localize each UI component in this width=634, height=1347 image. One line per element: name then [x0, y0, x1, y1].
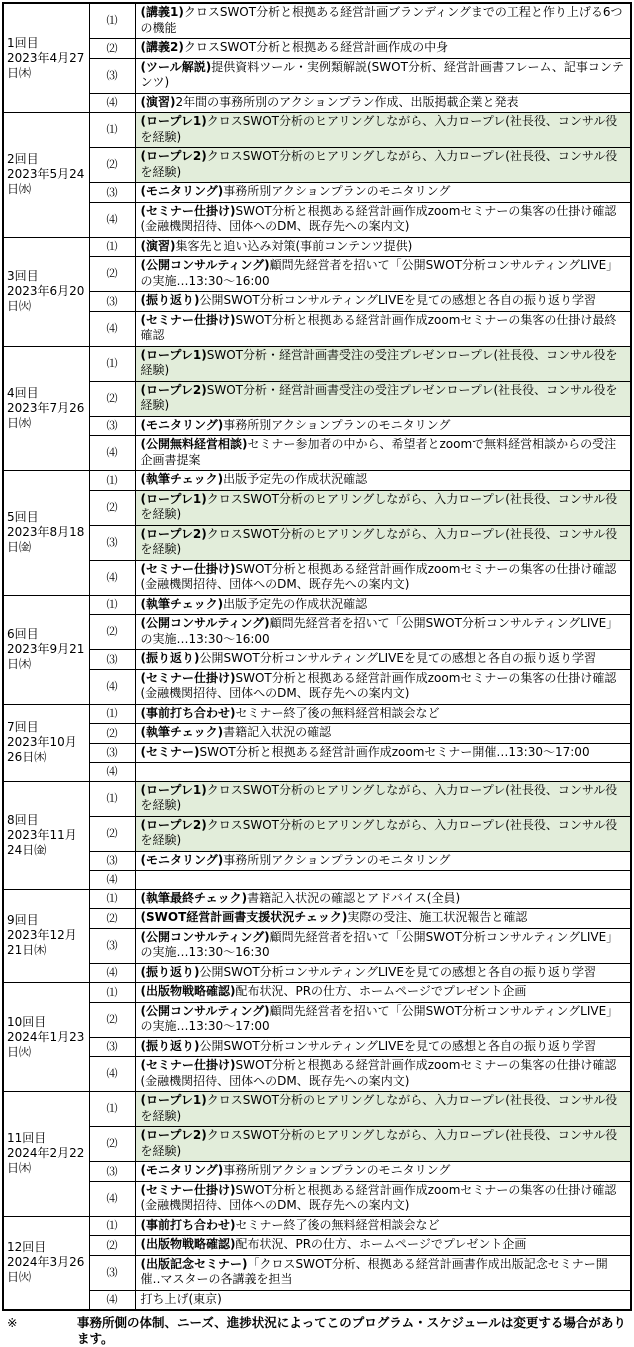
item-prefix: (セミナー仕掛け) — [140, 1058, 236, 1072]
item-number: ⑴ — [89, 1092, 135, 1127]
item-row — [3, 1002, 631, 1037]
item-description — [135, 1236, 631, 1256]
item-number: ⑵ — [89, 724, 135, 744]
item-description — [135, 1127, 631, 1162]
item-text: 書籍記入状況の確認 — [223, 725, 332, 739]
item-text: 公開SWOT分析コンサルティングLIVEを見ての感想と各自の振り返り学習 — [199, 651, 596, 665]
item-text: 配布状況、PRの仕方、ホームページでプレゼント企画 — [235, 984, 527, 998]
session-date: 2024年2月22日㈭ — [7, 1146, 85, 1176]
item-prefix: (SWOT経営計画書支援状況チェック) — [140, 910, 348, 924]
item-text: クロスSWOT分析のヒアリングしながら、入力ロープレ(社長役、コンサル役を経験) — [140, 817, 618, 847]
item-prefix: (振り返り) — [140, 293, 200, 307]
item-description — [135, 346, 631, 381]
item-number: ⑶ — [89, 1255, 135, 1290]
item-number: ⑴ — [89, 346, 135, 381]
item-row — [3, 851, 631, 871]
item-description — [135, 1092, 631, 1127]
session-date-cell — [3, 471, 89, 596]
item-row — [3, 704, 631, 724]
session-date-cell — [3, 1216, 89, 1310]
item-number: ⑶ — [89, 525, 135, 560]
item-row — [3, 3, 631, 39]
item-number: ⑵ — [89, 909, 135, 929]
item-description — [135, 669, 631, 704]
session-label: 4回目 — [7, 385, 39, 400]
item-prefix: (モニタリング) — [140, 184, 224, 198]
item-prefix: (セミナー仕掛け) — [140, 670, 236, 685]
item-description — [135, 851, 631, 871]
item-row — [3, 871, 631, 890]
item-number: ⑶ — [89, 58, 135, 93]
session-label: 3回目 — [7, 269, 39, 283]
item-prefix: (執筆チェック) — [140, 472, 224, 486]
item-row — [3, 615, 631, 650]
item-text: 集客先と追い込み対策(事前コンテンツ提供) — [175, 238, 413, 253]
item-description — [135, 816, 631, 851]
item-row — [3, 909, 631, 929]
item-description — [135, 311, 631, 346]
item-row — [3, 595, 631, 615]
item-row — [3, 1037, 631, 1057]
item-prefix: (セミナー仕掛け) — [140, 312, 236, 327]
schedule-table — [2, 2, 632, 1311]
item-prefix: (出版物戦略確認) — [140, 984, 236, 998]
item-prefix: (ロープレ2) — [140, 817, 207, 832]
item-text: クロスSWOT分析と根拠ある経営計画作成の中身 — [183, 40, 449, 54]
session-date: 2023年5月24日㈬ — [7, 167, 85, 197]
item-row — [3, 1162, 631, 1182]
item-row — [3, 39, 631, 59]
item-text: クロスSWOT分析のヒアリングしながら、入力ロープレ(社長役、コンサル役を経験) — [140, 526, 618, 556]
session-label: 9回目 — [7, 913, 39, 928]
session-date-cell — [3, 346, 89, 471]
item-prefix: (公開コンサルティング) — [140, 1003, 270, 1018]
item-description — [135, 416, 631, 436]
item-number: ⑵ — [89, 1236, 135, 1256]
item-text: 顧問先経営者を招いて「公開SWOT分析コンサルティングLIVE」の実施…13:30～16:00 — [140, 616, 619, 646]
item-prefix: (ロープレ2) — [140, 526, 207, 541]
session-date-cell — [3, 3, 89, 113]
item-description — [135, 704, 631, 724]
item-prefix: (ロープレ1) — [140, 114, 207, 128]
item-text: 公開SWOT分析コンサルティングLIVEを見ての感想と各自の振り返り学習 — [199, 293, 596, 307]
item-text: 事務所別アクションプランのモニタリング — [223, 417, 451, 432]
item-row — [3, 928, 631, 963]
item-number: ⑵ — [89, 257, 135, 292]
item-text: 顧問先経営者を招いて「公開SWOT分析コンサルティングLIVE」の実施…13:30～16:00 — [140, 258, 619, 288]
item-text: SWOT分析と根拠ある経営計画作成zoomセミナーの集客の仕掛け確認(金融機関招待、団体へのDM、既存先への案内文) — [140, 670, 617, 700]
session-label: 7回目 — [7, 720, 39, 734]
item-row — [3, 257, 631, 292]
item-row — [3, 781, 631, 816]
item-description — [135, 39, 631, 59]
item-number: ⑷ — [89, 311, 135, 346]
item-text: クロスSWOT分析のヒアリングしながら、入力ロープレ(社長役、コンサル役を経験) — [140, 1128, 618, 1158]
item-prefix: (事前打ち合わせ) — [140, 1217, 236, 1232]
item-description — [135, 1216, 631, 1236]
item-description — [135, 436, 631, 471]
item-description — [135, 560, 631, 595]
item-row — [3, 669, 631, 704]
item-text: 顧問先経営者を招いて「公開SWOT分析コンサルティングLIVE」の実施…13:30～16:30 — [140, 929, 619, 959]
item-text: SWOT分析・経営計画書受注の受注プレゼンロープレ(社長役、コンサル役を経験) — [140, 382, 618, 412]
item-row — [3, 983, 631, 1003]
item-description — [135, 1002, 631, 1037]
item-row — [3, 202, 631, 237]
item-text: 実際の受注、施工状況報告と確認 — [347, 910, 528, 924]
session-label: 10回目 — [7, 1014, 47, 1029]
item-description — [135, 292, 631, 312]
item-prefix: (ロープレ1) — [140, 347, 207, 362]
item-number: ⑶ — [89, 1162, 135, 1182]
item-number: ⑵ — [89, 615, 135, 650]
item-number: ⑷ — [89, 763, 135, 782]
item-prefix: (ロープレ1) — [140, 782, 207, 797]
item-description — [135, 909, 631, 929]
item-description — [135, 58, 631, 93]
item-prefix: (振り返り) — [140, 651, 200, 665]
item-text: クロスSWOT分析と根拠ある経営計画ブランディングまでの工程と作り上げる6つの機能 — [140, 5, 623, 35]
item-description — [135, 781, 631, 816]
session-date-cell — [3, 781, 89, 889]
session-label: 5回目 — [7, 510, 39, 525]
item-number: ⑴ — [89, 889, 135, 909]
item-row — [3, 1290, 631, 1310]
item-prefix: (ロープレ1) — [140, 491, 207, 506]
item-number: ⑶ — [89, 650, 135, 670]
item-description — [135, 113, 631, 148]
item-description — [135, 490, 631, 525]
item-row — [3, 93, 631, 113]
item-number: ⑵ — [89, 1002, 135, 1037]
item-text: 出版予定先の作成状況確認 — [223, 472, 368, 486]
item-description — [135, 257, 631, 292]
session-date: 2024年1月23日㈫ — [7, 1029, 85, 1059]
item-number: ⑷ — [89, 1057, 135, 1092]
item-text: クロスSWOT分析のヒアリングしながら、入力ロープレ(社長役、コンサル役を経験) — [140, 491, 618, 521]
item-description — [135, 963, 631, 983]
item-number: ⑶ — [89, 851, 135, 871]
item-description — [135, 615, 631, 650]
session-date: 2023年6月20日㈫ — [7, 284, 85, 313]
item-number: ⑷ — [89, 436, 135, 471]
item-prefix: (ロープレ2) — [140, 149, 207, 163]
item-number: ⑷ — [89, 963, 135, 983]
item-row — [3, 650, 631, 670]
item-prefix: (公開コンサルティング) — [140, 929, 270, 944]
item-number: ⑷ — [89, 669, 135, 704]
item-prefix: (公開コンサルティング) — [140, 616, 270, 630]
item-prefix: (モニタリング) — [140, 417, 224, 432]
session-label: 1回目 — [7, 35, 39, 50]
item-text: SWOT分析と根拠ある経営計画作成zoomセミナーの集客の仕掛け確認(金融機関招待、団体へのDM、既存先への案内文) — [140, 1182, 617, 1212]
session-label: 6回目 — [7, 627, 39, 641]
item-description — [135, 381, 631, 416]
item-number: ⑷ — [89, 202, 135, 237]
item-prefix: (演習) — [140, 94, 176, 109]
item-row — [3, 1255, 631, 1290]
item-prefix: (事前打ち合わせ) — [140, 705, 236, 720]
item-text: 2年間の事務所別のアクションプラン作成、出版掲載企業と発表 — [175, 94, 519, 109]
item-text: 公開SWOT分析コンサルティングLIVEを見ての感想と各自の振り返り学習 — [199, 964, 596, 979]
item-row — [3, 763, 631, 782]
item-text: 公開SWOT分析コンサルティングLIVEを見ての感想と各自の振り返り学習 — [199, 1038, 596, 1053]
item-row — [3, 963, 631, 983]
item-description — [135, 983, 631, 1003]
item-text: クロスSWOT分析のヒアリングしながら、入力ロープレ(社長役、コンサル役を経験) — [140, 782, 618, 812]
item-prefix: (セミナー仕掛け) — [140, 1182, 236, 1197]
item-description — [135, 1057, 631, 1092]
session-date-cell — [3, 889, 89, 983]
item-row — [3, 471, 631, 491]
item-number: ⑴ — [89, 781, 135, 816]
item-text: SWOT分析と根拠ある経営計画作成zoomセミナー開催…13:30～17:00 — [199, 744, 590, 759]
item-number: ⑵ — [89, 1127, 135, 1162]
item-row — [3, 292, 631, 312]
item-text: SWOT分析と根拠ある経営計画作成zoomセミナーの集客の仕掛け最終確認 — [140, 312, 617, 342]
session-date-cell — [3, 704, 89, 781]
item-row — [3, 816, 631, 851]
item-description — [135, 471, 631, 491]
item-description — [135, 202, 631, 237]
item-prefix: (講義2) — [140, 40, 184, 54]
item-text: クロスSWOT分析のヒアリングしながら、入力ロープレ(社長役、コンサル役を経験) — [140, 149, 618, 179]
item-row — [3, 1236, 631, 1256]
item-number: ⑶ — [89, 416, 135, 436]
item-prefix: (ツール解説) — [140, 59, 212, 74]
session-date-cell — [3, 113, 89, 238]
item-text: SWOT分析と根拠ある経営計画作成zoomセミナーの集客の仕掛け確認(金融機関招待、団体へのDM、既存先への案内文) — [140, 561, 617, 591]
item-description — [135, 237, 631, 257]
item-text: 書籍記入状況の確認とアドバイス(全員) — [247, 890, 461, 905]
item-description — [135, 724, 631, 744]
item-text: 「クロスSWOT分析、根拠ある経営計画書作成出版記念セミナー開催‥マスターの各講義を担当 — [140, 1256, 608, 1286]
item-number: ⑷ — [89, 1181, 135, 1216]
item-prefix: (公開コンサルティング) — [140, 258, 270, 272]
session-label: 12回目 — [7, 1240, 47, 1255]
item-prefix: (振り返り) — [140, 1038, 200, 1053]
item-prefix: (講義1) — [140, 5, 184, 19]
item-prefix: (ロープレ2) — [140, 382, 207, 397]
footnote-text: 事務所側の体制、ニーズ、進捗状況によってこのプログラム・スケジュールは変更する場合があります。 — [77, 1315, 626, 1346]
item-prefix: (セミナー仕掛け) — [140, 203, 236, 218]
item-description — [135, 183, 631, 203]
item-prefix: (公開無料経営相談) — [140, 437, 248, 451]
item-text: クロスSWOT分析のヒアリングしながら、入力ロープレ(社長役、コンサル役を経験) — [140, 114, 618, 144]
item-row — [3, 889, 631, 909]
item-row — [3, 183, 631, 203]
item-row — [3, 525, 631, 560]
item-text: 配布状況、PRの仕方、ホームページでプレゼント企画 — [235, 1237, 527, 1251]
item-text: 事務所別アクションプランのモニタリング — [223, 852, 451, 867]
item-number: ⑵ — [89, 381, 135, 416]
item-prefix: (出版物戦略確認) — [140, 1237, 236, 1251]
item-row — [3, 1092, 631, 1127]
item-prefix: (ロープレ2) — [140, 1128, 207, 1142]
item-text: SWOT分析と根拠ある経営計画作成zoomセミナーの集客の仕掛け確認(金融機関招待、団体へのDM、既存先への案内文) — [140, 203, 617, 233]
session-date: 2023年9月21日㈭ — [7, 642, 85, 671]
session-date: 2024年3月26日㈫ — [7, 1255, 85, 1285]
session-date-cell — [3, 1092, 89, 1217]
session-date: 2023年8月18日㈮ — [7, 525, 85, 555]
item-number: ⑴ — [89, 595, 135, 615]
session-label: 11回目 — [7, 1131, 47, 1146]
item-row — [3, 743, 631, 763]
item-description — [135, 1037, 631, 1057]
item-text: 打ち上げ(東京) — [140, 1291, 222, 1306]
item-row — [3, 1057, 631, 1092]
item-number: ⑵ — [89, 148, 135, 183]
item-text: 顧問先経営者を招いて「公開SWOT分析コンサルティングLIVE」の実施…13:30～17:00 — [140, 1003, 619, 1033]
item-description — [135, 148, 631, 183]
item-row — [3, 148, 631, 183]
item-number: ⑶ — [89, 743, 135, 763]
item-row — [3, 381, 631, 416]
item-prefix: (モニタリング) — [140, 1163, 224, 1177]
item-row — [3, 724, 631, 744]
item-row — [3, 311, 631, 346]
item-description — [135, 3, 631, 39]
session-date: 2023年10月26日㈭ — [7, 735, 77, 764]
item-description — [135, 93, 631, 113]
item-number: ⑵ — [89, 39, 135, 59]
item-text: セミナー参加者の中から、希望者とzoomで無料経営相談からの受注企画書提案 — [140, 437, 617, 467]
session-label: 8回目 — [7, 812, 39, 827]
item-description — [135, 595, 631, 615]
item-prefix: (演習) — [140, 238, 176, 253]
item-description — [135, 928, 631, 963]
item-row — [3, 416, 631, 436]
item-number: ⑶ — [89, 928, 135, 963]
item-text: 提供資料ツール・実例類解説(SWOT分析、経営計画書フレーム、記事コンテンツ) — [140, 59, 624, 89]
item-description — [135, 763, 631, 782]
item-number: ⑴ — [89, 1216, 135, 1236]
item-text: 出版予定先の作成状況確認 — [223, 596, 368, 611]
item-description — [135, 871, 631, 890]
session-date: 2023年7月26日㈬ — [7, 400, 85, 430]
session-date: 2023年12月21日㈭ — [7, 928, 77, 958]
item-number: ⑷ — [89, 871, 135, 890]
item-description — [135, 743, 631, 763]
item-text: 事務所別アクションプランのモニタリング — [223, 1163, 451, 1177]
session-label: 2回目 — [7, 152, 39, 167]
item-description — [135, 1181, 631, 1216]
item-number: ⑶ — [89, 1037, 135, 1057]
session-date: 2023年4月27日㈭ — [7, 50, 85, 80]
item-text: セミナー終了後の無料経営相談会など — [235, 1217, 440, 1232]
item-row — [3, 560, 631, 595]
session-date-cell — [3, 595, 89, 704]
item-description — [135, 1290, 631, 1310]
item-number: ⑴ — [89, 704, 135, 724]
item-number: ⑵ — [89, 490, 135, 525]
item-prefix: (執筆チェック) — [140, 725, 224, 739]
item-text: SWOT分析・経営計画書受注の受注プレゼンロープレ(社長役、コンサル役を経験) — [140, 347, 618, 377]
item-text: SWOT分析と根拠ある経営計画作成zoomセミナーの集客の仕掛け確認(金融機関招待、団体へのDM、既存先への案内文) — [140, 1058, 617, 1088]
item-number: ⑴ — [89, 471, 135, 491]
item-prefix: (出版記念セミナー) — [140, 1256, 248, 1271]
item-row — [3, 490, 631, 525]
item-number: ⑷ — [89, 93, 135, 113]
item-description — [135, 1162, 631, 1182]
footnote-marker: ※ — [7, 1315, 18, 1330]
item-row — [3, 1127, 631, 1162]
item-prefix: (セミナー仕掛け) — [140, 561, 236, 576]
item-prefix: (モニタリング) — [140, 852, 224, 867]
item-row — [3, 1216, 631, 1236]
item-description — [135, 525, 631, 560]
item-number: ⑴ — [89, 983, 135, 1003]
item-row — [3, 113, 631, 148]
session-date: 2023年11月24日㈮ — [7, 827, 77, 857]
item-row — [3, 436, 631, 471]
item-row — [3, 1181, 631, 1216]
item-description — [135, 1255, 631, 1290]
item-prefix: (振り返り) — [140, 964, 200, 979]
item-prefix: (執筆最終チェック) — [140, 890, 248, 905]
item-number: ⑴ — [89, 237, 135, 257]
session-date-cell — [3, 237, 89, 346]
item-text: クロスSWOT分析のヒアリングしながら、入力ロープレ(社長役、コンサル役を経験) — [140, 1093, 618, 1123]
item-description — [135, 889, 631, 909]
item-number: ⑷ — [89, 560, 135, 595]
item-row — [3, 346, 631, 381]
item-description — [135, 650, 631, 670]
item-number: ⑶ — [89, 292, 135, 312]
item-text: 事務所別アクションプランのモニタリング — [223, 184, 451, 198]
item-prefix: (ロープレ1) — [140, 1093, 207, 1107]
item-row — [3, 237, 631, 257]
schedule-body — [3, 3, 631, 1310]
footnote — [2, 1311, 632, 1347]
item-row — [3, 58, 631, 93]
item-prefix: (執筆チェック) — [140, 596, 224, 611]
item-number: ⑷ — [89, 1290, 135, 1310]
item-text: セミナー終了後の無料経営相談会など — [235, 705, 440, 720]
item-number: ⑵ — [89, 816, 135, 851]
item-number: ⑴ — [89, 113, 135, 148]
item-prefix: (セミナー) — [140, 744, 200, 759]
session-date-cell — [3, 983, 89, 1092]
item-number: ⑶ — [89, 183, 135, 203]
item-number: ⑴ — [89, 3, 135, 39]
